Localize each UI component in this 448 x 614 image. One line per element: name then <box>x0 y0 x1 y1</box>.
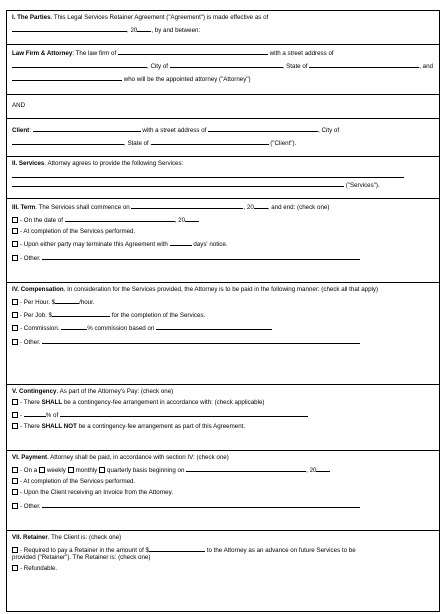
comp-hourly-label: - Per Hour. $ <box>20 299 56 307</box>
payment-quarterly-label: quarterly basis beginning on <box>107 467 185 475</box>
term-start-year-field[interactable] <box>254 202 268 209</box>
and-text: AND <box>12 102 26 109</box>
contingency-shall-word: SHALL <box>41 399 63 407</box>
payment-schedule-label: - On a <box>20 467 38 475</box>
effective-year-field[interactable] <box>137 25 151 32</box>
services-heading: II. Services <box>12 160 45 167</box>
law-firm-text: : The law firm of <box>72 50 117 57</box>
payment-invoice-label: - Upon the Client receiving an Invoice from the Attorney. <box>20 489 173 497</box>
retainer-refundable-checkbox[interactable] <box>12 565 18 571</box>
contingency-shall-not-checkbox[interactable] <box>12 423 18 429</box>
client-name-field[interactable] <box>33 125 141 132</box>
services-end-text: ("Services"). <box>345 182 380 190</box>
section-client: Client: with a street address of , City of , State of ("Client"). <box>7 119 439 157</box>
comp-commission-label: - Commission. <box>20 325 60 333</box>
comp-commission-text: % commission based on <box>87 325 155 333</box>
term-end-date-field[interactable] <box>65 215 175 222</box>
retainer-required-label: - Required to pay a Retainer in the amount of $ <box>20 547 149 555</box>
attorney-name-field[interactable] <box>12 74 122 81</box>
payment-other-checkbox[interactable] <box>12 503 18 509</box>
contingency-basis-field[interactable] <box>60 410 308 417</box>
payment-schedule-checkbox[interactable] <box>12 467 18 473</box>
payment-quarterly-checkbox[interactable] <box>99 467 105 473</box>
comp-commission-percent-field[interactable] <box>61 323 87 330</box>
retainer-heading: VII. Retainer <box>12 534 48 541</box>
law-firm-city-label: , City of <box>147 63 168 71</box>
payment-completion-checkbox[interactable] <box>12 478 18 484</box>
contingency-shall-not-word: SHALL NOT <box>41 423 77 431</box>
client-street-field[interactable] <box>208 125 318 132</box>
term-option-notice-checkbox[interactable] <box>12 241 18 247</box>
services-line-2[interactable] <box>12 180 344 187</box>
payment-invoice-checkbox[interactable] <box>12 489 18 495</box>
law-firm-label: Law Firm & Attorney <box>12 50 73 57</box>
client-address-label: with a street address of <box>142 127 207 134</box>
term-notice-days-label: days' notice. <box>193 241 228 249</box>
term-end-year-prefix: , 20 <box>174 217 186 225</box>
section-payment <box>7 451 439 531</box>
retainer-refundable-label: - Refundable. <box>20 565 58 573</box>
term-text: . The Services shall commence on <box>35 204 130 211</box>
payment-text: . Attorney shall be paid, in accordance with section IV: (check one) <box>47 454 229 461</box>
law-firm-state-field[interactable] <box>309 61 419 68</box>
term-option-completion-label: - At completion of the Services performed. <box>20 228 136 236</box>
contingency-percent-text: % of <box>45 412 59 420</box>
client-end-text: ("Client"). <box>270 140 297 148</box>
payment-weekly-label: weekly <box>46 467 66 475</box>
retainer-advance-text: to the Attorney as an advance on future Services to be <box>206 547 356 555</box>
payment-start-date-field[interactable] <box>186 465 306 472</box>
section-law-firm <box>7 45 439 95</box>
term-option-other-label: - Other. <box>20 254 41 262</box>
law-firm-state-label: , State of <box>282 63 308 71</box>
parties-text: . This Legal Services Retainer Agreement ("Agreement") is made effective as of <box>50 14 269 21</box>
client-city-field[interactable] <box>12 138 124 145</box>
contingency-shall-not-text: be a contingency-fee arrangement as part of this Agreement. <box>78 423 246 431</box>
contingency-percent-field[interactable] <box>24 410 46 417</box>
payment-year-field[interactable] <box>316 465 330 472</box>
payment-monthly-label: monthly <box>75 467 98 475</box>
comp-job-label: - Per Job. $ <box>20 312 52 320</box>
section-services <box>7 157 439 199</box>
comp-hourly-rate-field[interactable] <box>55 297 79 304</box>
payment-year-prefix: , 20 <box>306 467 317 475</box>
parties-end-text: , by and between: <box>151 27 201 35</box>
section-retainer <box>7 531 439 611</box>
payment-heading: VI. Payment <box>12 454 48 461</box>
section-parties <box>7 11 439 45</box>
payment-weekly-checkbox[interactable] <box>39 467 45 473</box>
section-contingency <box>7 385 439 451</box>
term-heading: III. Term <box>12 204 36 211</box>
client-label: Client <box>12 127 30 134</box>
law-firm-name-field[interactable] <box>118 48 268 55</box>
term-notice-days-field[interactable] <box>170 239 192 246</box>
retainer-provided-text: provided ("Retainer"). The Retainer is: (check one) <box>12 554 151 562</box>
comp-other-field[interactable] <box>42 337 360 344</box>
comp-job-amount-field[interactable] <box>52 310 110 317</box>
law-firm-city-field[interactable] <box>170 61 283 68</box>
term-option-notice-label: - Upon either party may terminate this Agreement with <box>20 241 168 249</box>
comp-hourly-unit: /hour. <box>79 299 95 307</box>
comp-hourly-checkbox[interactable] <box>12 299 18 305</box>
term-end-text: , and end: (check one) <box>267 204 330 211</box>
term-option-date-checkbox[interactable] <box>12 217 18 223</box>
parties-heading: I. The Parties <box>12 14 51 21</box>
effective-date-field[interactable] <box>12 25 127 32</box>
term-year-prefix: , 20 <box>243 204 254 211</box>
term-option-date-label: - On the date of <box>20 217 63 225</box>
payment-other-field[interactable] <box>42 501 360 508</box>
compensation-heading: IV. Compensation <box>12 286 64 293</box>
services-line-1[interactable] <box>12 171 404 178</box>
agreement-form <box>6 10 440 612</box>
contingency-heading: V. Contingency <box>12 388 57 395</box>
term-option-other-checkbox[interactable] <box>12 255 18 261</box>
comp-job-checkbox[interactable] <box>12 312 18 318</box>
retainer-text: . The Client is: (check one) <box>47 534 122 541</box>
comp-other-label: - Other. <box>20 338 41 346</box>
comp-job-text: for the completion of the Services. <box>111 312 206 320</box>
contingency-percent-checkbox[interactable] <box>12 412 18 418</box>
comp-commission-basis-field[interactable] <box>156 323 272 330</box>
term-end-year-field[interactable] <box>185 215 199 222</box>
comp-commission-checkbox[interactable] <box>12 325 18 331</box>
payment-monthly-checkbox[interactable] <box>68 467 74 473</box>
section-and <box>7 95 439 119</box>
section-compensation <box>7 283 439 385</box>
contingency-text: . As part of the Attorney's Pay: (check one) <box>56 388 174 395</box>
law-firm-street-field[interactable] <box>12 61 147 68</box>
section-term <box>7 199 439 283</box>
contingency-shall-not-prefix: - There <box>20 423 40 431</box>
client-state-label: , State of <box>124 140 149 148</box>
term-start-date-field[interactable] <box>131 202 243 209</box>
contingency-shall-checkbox[interactable] <box>12 399 18 405</box>
services-text: . Attorney agrees to provide the following Services: <box>44 160 184 167</box>
term-other-field[interactable] <box>42 253 360 260</box>
compensation-text: . In consideration for the Services provided, the Attorney is to be paid in the following manner: (check all that apply) <box>63 286 379 293</box>
payment-completion-label: - At completion of the Services performed. <box>20 478 136 486</box>
client-state-field[interactable] <box>151 138 269 145</box>
retainer-amount-field[interactable] <box>149 545 205 552</box>
comp-other-checkbox[interactable] <box>12 339 18 345</box>
law-firm-address-label: with a street address of <box>269 50 334 57</box>
attorney-text: who will be the appointed attorney ("Attorney") <box>123 76 251 84</box>
law-firm-and: , and <box>419 63 433 71</box>
contingency-shall-prefix: - There <box>20 399 40 407</box>
client-city-label: , City of <box>318 127 340 134</box>
term-option-completion-checkbox[interactable] <box>12 228 18 234</box>
year-prefix: , 20 <box>127 27 138 35</box>
payment-other-label: - Other. <box>20 502 41 510</box>
contingency-shall-text: be a contingency-fee arrangement in accordance with: (check applicable) <box>63 399 265 407</box>
contingency-percent-prefix: - <box>20 412 23 420</box>
retainer-required-checkbox[interactable] <box>12 547 18 553</box>
